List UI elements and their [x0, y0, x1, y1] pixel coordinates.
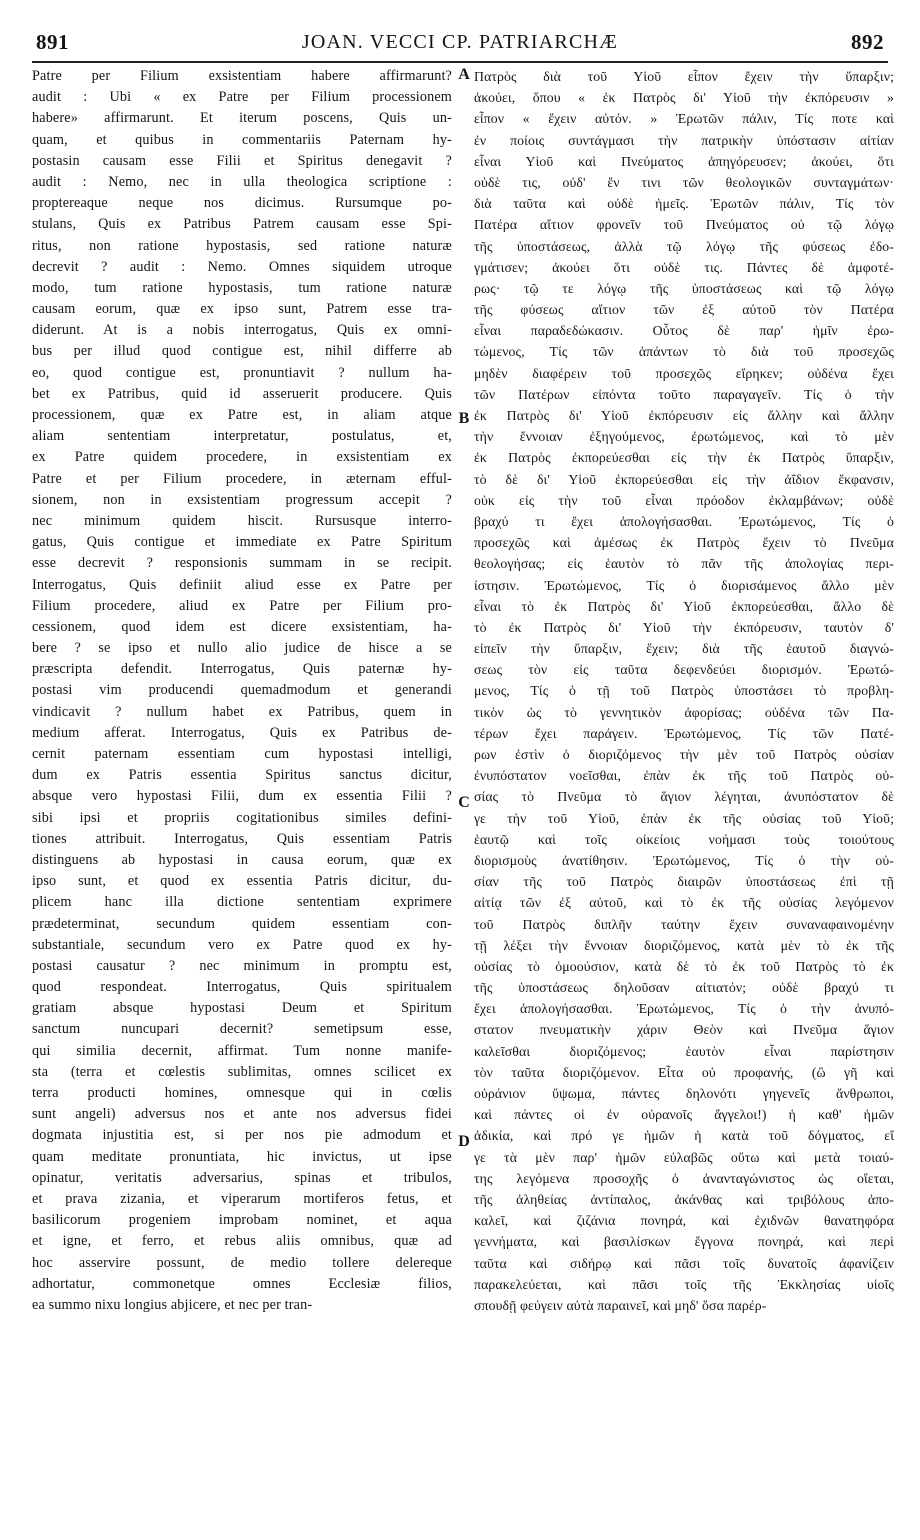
latin-text-line: medium afferat. Interrogatus, Quis ex Patribus de- [32, 724, 452, 741]
latin-text-line: postasin causam esse Filii et Spiritus denegavit ? [32, 152, 452, 169]
latin-text-line: aliam sententiam interpretatur, postulatus, et, [32, 428, 452, 445]
greek-text-line: οὐσίας τὸ ὁμοούσιον, κατὰ δὲ τὸ ἐκ τοῦ Πατρὸς τὸ ἐκ [474, 958, 894, 974]
header-rule [32, 61, 888, 63]
greek-text-line: ἐκ Πατρὸς δι' Υἱοῦ ἐκπόρευσιν εἰς ἄλλην καὶ ἄλλην [474, 408, 894, 423]
greek-text-line: οὐράνιον ὕψωμα, πάντες δηλονότι γηγενεῖς ἄνθρωποι, [474, 1086, 894, 1101]
latin-text-line: ritus, non ratione hypostasis, sed ratione naturæ [32, 237, 452, 254]
greek-text-line: διὰ ταῦτα καὶ οὐδὲ ἡμεῖς. Ἐρωτῶν πάλιν, Τίς τὸν [474, 196, 894, 212]
greek-text-line: σίαν τῆς τοῦ Πατρὸς διαιρῶν ὑποστάσεως ἐπὶ τῇ [474, 874, 894, 890]
latin-text-line: opinatur, veritatis adversarius, spinas et tribulos, [32, 1169, 452, 1186]
latin-text-line: gatus, Quis contigue et immediate ex Patre Spiritum [32, 534, 452, 551]
greek-text-line: τῆς ἀληθείας ἀντίπαλος, ἀκάνθας καὶ τριβόλους ἀπο- [474, 1191, 894, 1207]
latin-text-line: quod respondeat. Interrogatus, Quis spiritualem [32, 979, 452, 996]
latin-text-line: eo, quod contigue est, pronuntiavit ? nullum ha- [32, 364, 452, 381]
margin-letter-a: A [458, 66, 470, 83]
latin-text-line: distinguens ab hypostasi in causa eorum, quæ ex [32, 851, 452, 868]
left-page-number: 891 [36, 30, 69, 54]
greek-text-line: σίας τὸ Πνεῦμα τὸ ἅγιον λέγηται, ἀνυπόστατον δὲ [474, 789, 894, 805]
latin-text-line: audit : Nemo, nec in ulla theologica scriptione : [32, 173, 452, 190]
greek-text-line: προσεχῶς καὶ ἀμέσως ἐκ Πατρὸς ἔχειν τὸ Πνεῦμα [474, 535, 894, 551]
latin-text-line: et igne, et ferro, et rebus aliis omnibus, quæ ad [32, 1233, 452, 1250]
latin-text-line: Interrogatus, Quis definiit aliud esse ex Patre per [32, 576, 452, 593]
greek-text-line: ἀδικία, καὶ πρό γε ἡμῶν ἡ κατὰ τοῦ δόγματος, εἴ [474, 1128, 894, 1144]
greek-text-line: τέρων ἔχει παράγειν. Ἐρωτώμενος, Τίς τῶν Πατέ- [474, 725, 894, 741]
greek-text-line: τὸ ἐκ Πατρὸς δι' Υἱοῦ τὴν ἐκπόρευσιν, ταυτὸν δ' [474, 619, 894, 635]
running-title: JOAN. VECCI CP. PATRIARCHÆ [301, 31, 619, 53]
latin-text-line: basilicorum progeniem improbam nominet, et aqua [32, 1212, 452, 1229]
margin-letter-b: B [458, 410, 470, 427]
greek-text-line: ἐκ Πατρὸς ἐκπορεύεσθαι εἰς τὴν ἐκ Πατρὸς ὕπαρξιν, [474, 450, 894, 466]
latin-text-line: processionem, quæ ex Patre est, in aliam atque [32, 407, 452, 423]
latin-text-line: præscripta defendit. Interrogatus, Quis paternæ hy- [32, 661, 452, 678]
latin-text-line: sanctum nuncupari decernit? semetipsum esse, [32, 1021, 452, 1038]
greek-text-line: μηδὲν διαφέρειν τοῦ προσεχῶς εἴρηκεν; οὐδένα ἔχει [474, 365, 894, 381]
greek-text-line: τῇ λέξει τὴν ἔννοιαν διοριζόμενος, κατὰ μὲν τὸ ἐκ τῆς [474, 937, 894, 953]
latin-text-line: vindicavit ? nullum habet ex Patribus, quem in [32, 703, 452, 720]
greek-text-line: αἰτίᾳ τῶν ἐξ αὐτοῦ, καὶ τὸ ἐκ τῆς οὐσίας λεγόμενον [474, 895, 894, 911]
greek-text-line: εἶναι Υἱοῦ καὶ Πνεύματος ἀπηγόρευσεν; ἀκούει, ὅτι [474, 153, 894, 169]
latin-column [32, 66, 452, 1511]
greek-text-line: τῆς φύσεως αἴτιον τῶν ἐξ αὐτοῦ τὸν Πατέρα [474, 302, 894, 318]
greek-text-line: ρων ἐστὶν ὁ διοριζόμενος τὴν μὲν τοῦ Πατρὸς οὐσίαν [474, 747, 894, 762]
page-header [30, 30, 890, 64]
greek-text-line: ἔχει ἀπολογήσασθαι. Ἐρωτώμενος, Τίς ὁ τὴν ἀνυπό- [474, 1001, 894, 1017]
latin-text-line: cessionem, quod idem est dicere exsistentiam, ha- [32, 618, 452, 635]
greek-text-line: εἶναι παραδεδώκασιν. Οὗτος δὲ παρ' ἡμῖν ἐρω- [474, 323, 894, 339]
greek-text-line: τικὸν ὡς τὸ γεννητικὸν ἀφορίσας; οὐδένα τῶν Πα- [474, 704, 894, 720]
greek-text-line: τοῦ Πατρὸς διπλῆν ταύτην ἔχειν συναναφαινομένην [474, 916, 894, 932]
latin-text-line: bus per illud quod contigue est, nihil differre ab [32, 343, 452, 360]
latin-text-line: stulans, Quis ex Patribus Patrem causam esse Spi- [32, 216, 452, 233]
greek-text-line: διορισμοὺς ἀνατίθησιν. Ἐρωτώμενος, Τίς ὁ τὴν οὐ- [474, 852, 894, 868]
greek-text-line: γε τὴν τοῦ Υἱοῦ, ἐπὰν ἐκ τῆς οὐσίας τοῦ Υἱοῦ; [474, 810, 894, 826]
greek-text-line: μενος, Τίς ὁ τῇ τοῦ Πατρὸς ὑποστάσει τὸ προβλη- [474, 683, 894, 699]
greek-text-line: εἶναι τὸ ἐκ Πατρὸς δι' Υἱοῦ ἐκπορεύεσθαι, ἄλλο δὲ [474, 598, 894, 614]
latin-text-line: ex Patre quidem procedere, in exsistentiam ex [32, 449, 452, 466]
latin-text-line: Patre per Filium exsistentiam habere affirmarunt? [32, 68, 452, 84]
greek-text-line: παρακελεύεται, καὶ πᾶσι τοῖς τῆς Ἐκκλησίας υἱοῖς [474, 1276, 894, 1292]
greek-text-line: τῆς ὑποστάσεως δηλοῦσαν αἰτιατόν; οὐδὲ βραχύ τι [474, 980, 894, 996]
latin-text-line: Filium procedere, aliud ex Patre per Filium pro- [32, 597, 452, 614]
latin-text-line: ea summo nixu longius abjicere, et nec per tran- [32, 1296, 313, 1313]
greek-text-line: οὐκ εἰς τὴν τοῦ εἶναι πρόοδον ἐκλαμβάνων; οὐδὲ [474, 492, 894, 508]
greek-text-line: Πατέρα αἴτιον φρονεῖν τοῦ Πνεύματος οὐ τῷ λόγῳ [474, 217, 894, 233]
greek-text-line: Πατρὸς διὰ τοῦ Υἱοῦ εἶπον ἔχειν τὴν ὕπαρξιν; [474, 69, 894, 84]
latin-text-line: modo, tum ratione hypostasis, tum ratione naturæ [32, 279, 452, 296]
greek-column [474, 66, 894, 1511]
latin-text-line: absque vero hypostasi Filii, dum ex essentia Filii ? [32, 788, 452, 805]
greek-text-line: καλεῖσθαι διοριζόμενος; ἑαυτὸν εἶναι παρίστησιν [474, 1043, 894, 1059]
latin-text-line: sunt angeli) adversus nos et ante nos adversus fidei [32, 1106, 452, 1123]
greek-text-line: καὶ πάντες οἱ ἐν οὐρανοῖς ἄγγελοι!) ἡ καθ' ἡμῶν [474, 1107, 894, 1123]
latin-text-line: qui similia decernit, affirmat. Tum nonne manife- [32, 1042, 452, 1059]
greek-text-line: τώμενος, Τίς τῶν ἁπάντων τὸ διὰ τοῦ προσεχῶς [474, 344, 894, 360]
greek-text-line: τὸν ταῦτα διοριζόμενον. Εἶτα οὐ προφανής, (ὢ γῆ καὶ [474, 1064, 894, 1080]
latin-text-line: quam meditate pronuntiata, hic invictus, ut ipse [32, 1148, 452, 1165]
greek-text-line: ἀκούει, ὅπου « ἐκ Πατρὸς δι' Υἱοῦ τὴν ἐκπόρευσιν » [474, 90, 894, 106]
margin-letter-c: C [458, 794, 470, 811]
latin-text-line: ipso sunt, et quod ex essentia Patris dicitur, du- [32, 873, 452, 890]
greek-text-line: εἰπεῖν τὴν ὕπαρξιν, ἔχειν; διὰ τῆς ἑαυτοῦ διαγνώ- [474, 641, 894, 657]
greek-text-line: καλεῖ, καὶ ζιζάνια πονηρά, καὶ ἐχιδνῶν θανατηφόρα [474, 1213, 894, 1229]
greek-text-line: της λεγόμενα προσοχῆς ὁ ἀνανταγώνιστος ὡς οἴεται, [474, 1170, 894, 1186]
greek-text-line: τῆς ὑποστάσεως, ἀλλὰ τῷ λόγῳ τῆς φύσεως ἐδο- [474, 238, 894, 254]
latin-text-line: causam eorum, quæ ex ipso sunt, Patrem esse tra- [32, 301, 452, 318]
latin-text-line: sibi ipsi et propriis cogitationibus similes defini- [32, 809, 452, 826]
latin-text-line: substantiale, secundum vero ex Patre quod ex hy- [32, 936, 452, 953]
margin-letter-d: D [458, 1133, 470, 1150]
greek-text-line: ρως· τῷ τε λόγῳ τῆς ὑποστάσεως καὶ τῷ λόγῳ [474, 280, 894, 296]
latin-text-line: audit : Ubi « ex Patre per Filium processionem [32, 89, 452, 106]
greek-text-line: ἐνυπόστατον νοεῖσθαι, ἐπὰν ἐκ τῆς τοῦ Πατρὸς οὐ- [474, 768, 894, 784]
latin-text-line: gratiam absque hypostasi Deum et Spiritum [32, 1000, 452, 1017]
greek-text-line: ἑαυτῷ καὶ τοῖς οἰκείοις νοήμασι τοὺς τοιούτους [474, 831, 894, 847]
latin-text-line: habere» affirmarunt. Et iterum poscens, Quis un- [32, 110, 452, 127]
greek-text-line: ίστησιν. Ἐρωτώμενος, Τίς ὁ διορισάμενος ἄλλο μὲν [474, 577, 894, 593]
latin-text-line: esse decrevit ? responsionis summam in se recipit. [32, 555, 452, 572]
latin-text-line: dum ex Patris essentia Spiritus sanctus dicitur, [32, 767, 452, 784]
latin-text-line: terra producti homines, omnesque qui in cœlis [32, 1085, 452, 1101]
latin-text-line: sta (terra et cœlestis sublimitas, omnes scilicet ex [32, 1063, 452, 1080]
latin-text-line: quam, et quibus in commentariis Paternam hy- [32, 131, 452, 148]
latin-text-line: proptereaque neque nos dicimus. Rursumque po- [32, 195, 452, 212]
latin-text-line: et prava zizania, et viperarum mortiferos fetus, et [32, 1190, 452, 1207]
greek-text-line: γμάτισεν; ἀκούει ὅτι οὐδὲ τις. Πάντες δὲ ἀμφοτέ- [474, 259, 894, 275]
greek-text-line: γε τὰ μὲν παρ' ἡμῶν εὐλαβῶς οὕτω καὶ μετὰ τοιαύ- [474, 1149, 894, 1165]
greek-text-line: γεννήματα, καὶ βασιλίσκων ἔγγονα πονηρά, καὶ περὶ [474, 1234, 894, 1250]
latin-text-line: postasi vim producendi quemadmodum et generandi [32, 682, 452, 699]
latin-text-line: bere ? se ipso et nullo alio judice de hisce a se [32, 640, 452, 657]
latin-text-line: bet ex Patribus, quid id asseruerit producere. Quis [32, 385, 452, 402]
latin-text-line: nec minimum quidem hiscit. Rursusque interro- [32, 512, 452, 529]
greek-text-line: θεολογήσας; εἰς ἑαυτὸν τὸ πᾶν τῆς ἀπολογίας περι- [474, 556, 894, 572]
latin-text-line: hoc asservire possunt, de medio tollere delereque [32, 1254, 452, 1271]
latin-text-line: diderunt. At is a nobis interrogatus, Quis ex omni- [32, 322, 452, 339]
latin-text-line: postasi causatur ? nec minimum in promptu est, [32, 957, 452, 974]
greek-text-line: ἐν ποίοις συντάγμασι τὴν πατρικὴν ὑπόστασιν αἰτίαν [474, 132, 894, 148]
right-page-number: 892 [851, 30, 884, 54]
latin-text-line: dogmata injustitia est, si per nos pie admodum et [32, 1127, 452, 1144]
greek-text-line: σπουδῇ φεύγειν αὐτὰ παραινεῖ, καὶ μηδ' ὅσα παρέρ- [474, 1297, 767, 1313]
latin-text-line: Patre et per Filium procedere, in æternam efful- [32, 470, 452, 487]
greek-text-line: εἶπον « ἔχειν αὐτόν. » Ἐρωτῶν πάλιν, Τίς ποτε καὶ [474, 111, 894, 127]
latin-text-line: sionem, non in exsistentiam progressum accepit ? [32, 491, 452, 508]
latin-text-line: prædeterminat, secundum quidem essentiam con- [32, 915, 452, 932]
latin-text-line: decrevit ? audit : Nemo. Omnes siquidem utroque [32, 258, 452, 275]
greek-text-line: τὸ δὲ δι' Υἱοῦ ἐκπορεύεσθαι εἰς τὴν ἀΐδιον ἔκφανσιν, [474, 471, 894, 487]
greek-text-line: τὴν ἔννοιαν ἐξηγούμενος, ἐρωτώμενος, καὶ τὸ μὲν [474, 429, 894, 445]
greek-text-line: βραχύ τι ἔχει ἀπολογήσασθαι. Ἐρωτώμενος, Τίς ὁ [474, 513, 894, 529]
greek-text-line: σεως τὸν εἰς ταῦτα δεφενδεύει διορισμόν. Ἐρωτώ- [474, 662, 894, 678]
latin-text-line: plicem hanc illa dictione sententiam exprimere [32, 894, 452, 911]
greek-text-line: στατον πνευματικὴν χάριν Θεὸν καὶ Πνεῦμα ἅγιον [474, 1022, 894, 1038]
latin-text-line: tiones attribuit. Interrogatus, Quis essentiam Patris [32, 830, 452, 847]
greek-text-line: τῶν Πατέρων εἰπόντα τοῦτο παραγαγεῖν. Τίς ὁ τὴν [474, 386, 894, 402]
latin-text-line: adhortatur, commonetque omnes Ecclesiæ filios, [32, 1275, 452, 1292]
latin-text-line: cernit paternam essentiam cum hypostasi intelligi, [32, 746, 452, 762]
greek-text-line: οὐδὲ τις, οὐδ' ἔν τινι τῶν θεολογικῶν συνταγμάτων· [474, 174, 894, 190]
greek-text-line: ταῦτα καὶ σιδήρῳ καὶ πᾶσι τοῖς δυνατοῖς ἀφανίζειν [474, 1255, 894, 1271]
